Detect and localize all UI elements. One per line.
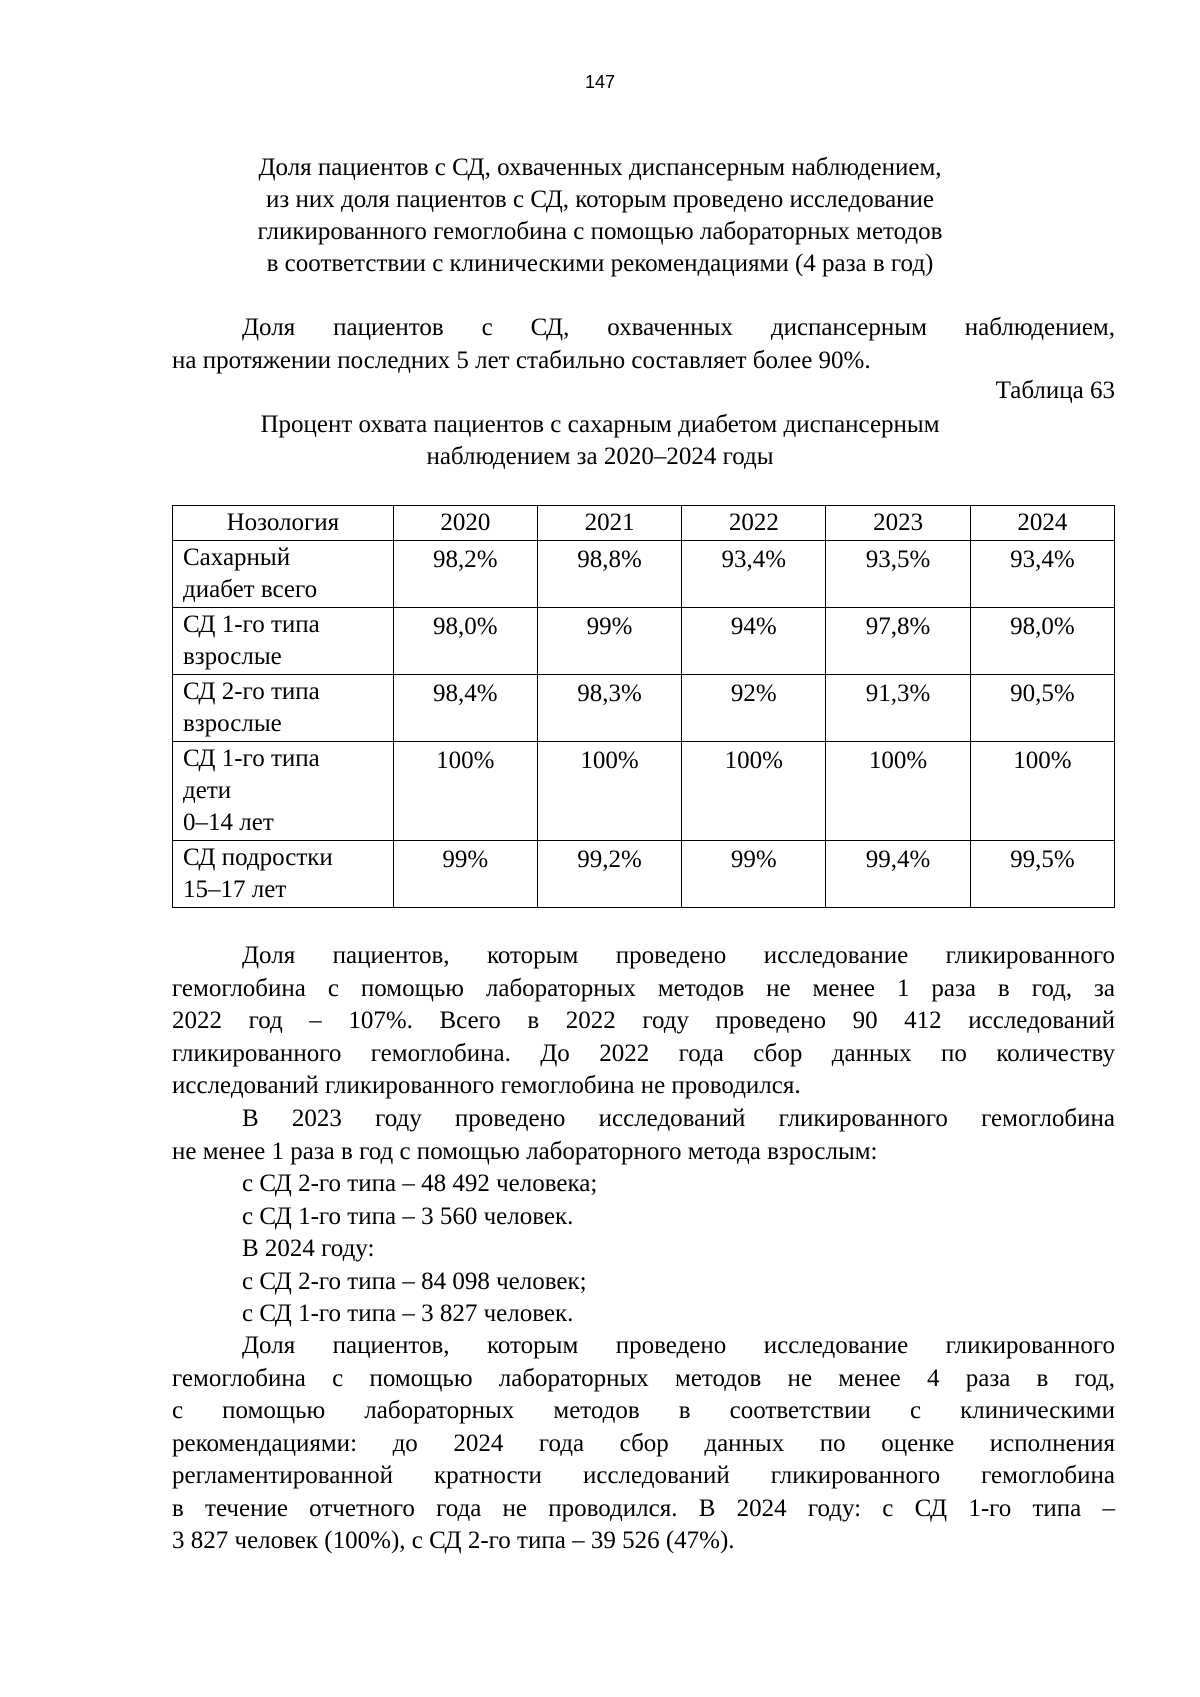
list-item: с СД 2-го типа – 48 492 человека; <box>242 1170 598 1197</box>
paragraph-line: на протяжении последних 5 лет стабильно составляет более 90%. <box>172 346 871 374</box>
value-cell: 94% <box>682 608 826 675</box>
nosology-cell <box>173 841 394 908</box>
table-row <box>173 742 1115 841</box>
nosology-cell <box>173 608 394 675</box>
heading-line: в соответствии с клиническими рекомендациями (4 раза в год) <box>266 250 934 277</box>
value-cell: 98,2% <box>393 541 537 608</box>
value-cell: 98,4% <box>393 675 537 742</box>
table-number: Таблица 63 <box>995 377 1115 404</box>
table-row <box>173 675 1115 742</box>
header-year: 2024 <box>970 506 1114 541</box>
header-year: 2021 <box>537 506 681 541</box>
value-cell: 93,5% <box>826 541 970 608</box>
paragraph-line: гемоглобина с помощью лабораторных методов не менее 1 раза в год, за <box>172 974 1115 1002</box>
value-cell: 98,3% <box>537 675 681 742</box>
intro-paragraph <box>172 312 1115 377</box>
value-cell: 93,4% <box>682 541 826 608</box>
header-nosology: Нозология <box>173 506 394 541</box>
paragraph-line: В 2023 году проведено исследований гликированного гемоглобина <box>242 1105 1115 1132</box>
list-item: В 2024 году: <box>242 1235 375 1262</box>
value-cell: 99% <box>393 841 537 908</box>
nosology-line: взрослые <box>183 643 282 670</box>
nosology-line: СД 1-го типа <box>183 611 320 638</box>
table-caption <box>170 409 1030 473</box>
nosology-line: СД 2-го типа <box>183 678 320 705</box>
caption-line: Процент охвата пациентов с сахарным диабетом диспансерным <box>260 411 940 438</box>
table-row <box>173 608 1115 675</box>
paragraph-line: 2022 год – 107%. Всего в 2022 году проведено 90 412 исследований <box>172 1007 1115 1034</box>
paragraph-line: с помощью лабораторных методов в соответствии с клиническими <box>172 1397 1115 1424</box>
nosology-line: 0–14 лет <box>183 809 274 836</box>
value-cell: 91,3% <box>826 675 970 742</box>
value-cell: 100% <box>537 742 681 841</box>
nosology-line: 15–17 лет <box>183 876 287 903</box>
nosology-line: СД 1-го типа <box>183 745 320 772</box>
paragraph-line: Доля пациентов, которым проведено исследование гликированного <box>242 942 1115 969</box>
coverage-table <box>172 505 1115 908</box>
header-year: 2022 <box>682 506 826 541</box>
counts-list <box>172 1168 597 1331</box>
nosology-line: СД подростки <box>183 844 333 871</box>
nosology-cell <box>173 742 394 841</box>
table-header-row <box>173 506 1115 541</box>
paragraph-line: регламентированной кратности исследований гликированного гемоглобина <box>172 1462 1115 1489</box>
table-row <box>173 541 1115 608</box>
paragraph-line: 3 827 человек (100%), с СД 2-го типа – 39 526 (47%). <box>172 1527 735 1554</box>
heading-line: гликированного гемоглобина с помощью лабораторных методов <box>257 218 943 245</box>
value-cell: 99,5% <box>970 841 1114 908</box>
value-cell: 100% <box>682 742 826 841</box>
value-cell: 99,2% <box>537 841 681 908</box>
value-cell: 100% <box>970 742 1114 841</box>
paragraph-hba1c-2023 <box>172 1103 1115 1168</box>
paragraph-line: не менее 1 раза в год с помощью лабораторного метода взрослым: <box>172 1137 878 1165</box>
nosology-cell <box>173 541 394 608</box>
table-row <box>173 841 1115 908</box>
header-year: 2023 <box>826 506 970 541</box>
nosology-cell <box>173 675 394 742</box>
paragraph-line: в течение отчетного года не проводился. В 2024 году: с СД 1-го типа – <box>172 1494 1115 1522</box>
value-cell: 93,4% <box>970 541 1114 608</box>
caption-line: наблюдением за 2020–2024 годы <box>426 443 774 470</box>
value-cell: 98,8% <box>537 541 681 608</box>
heading-line: Доля пациентов с СД, охваченных диспансерным наблюдением, <box>258 154 942 181</box>
nosology-line: Сахарный <box>183 544 291 571</box>
list-item: с СД 2-го типа – 84 098 человек; <box>242 1267 587 1295</box>
nosology-line: взрослые <box>183 710 282 737</box>
list-item: с СД 1-го типа – 3 827 человек. <box>242 1300 574 1327</box>
paragraph-line: Доля пациентов, которым проведено исследование гликированного <box>242 1332 1115 1359</box>
paragraph-line: гликированного гемоглобина. До 2022 года сбор данных по количеству <box>172 1039 1115 1067</box>
value-cell: 98,0% <box>393 608 537 675</box>
value-cell: 90,5% <box>970 675 1114 742</box>
paragraph-line: рекомендациями: до 2024 года сбор данных по оценке исполнения <box>172 1429 1115 1457</box>
page-number: 147 <box>584 72 616 92</box>
value-cell: 99% <box>537 608 681 675</box>
list-item: с СД 1-го типа – 3 560 человек. <box>242 1202 574 1230</box>
nosology-line: диабет всего <box>183 576 318 603</box>
value-cell: 97,8% <box>826 608 970 675</box>
value-cell: 99% <box>682 841 826 908</box>
value-cell: 99,4% <box>826 841 970 908</box>
paragraph-line: гемоглобина с помощью лабораторных методов не менее 4 раза в год, <box>172 1364 1115 1392</box>
section-heading <box>170 152 1030 280</box>
paragraph-line: Доля пациентов с СД, охваченных диспансерным наблюдением, <box>242 314 1115 341</box>
paragraph-line: исследований гликированного гемоглобина не проводился. <box>172 1072 801 1099</box>
paragraph-hba1c-4-per-year <box>172 1330 1115 1558</box>
paragraph-hba1c-2022 <box>172 940 1115 1103</box>
value-cell: 98,0% <box>970 608 1114 675</box>
value-cell: 92% <box>682 675 826 742</box>
value-cell: 100% <box>826 742 970 841</box>
heading-line: из них доля пациентов с СД, которым проведено исследование <box>265 186 935 213</box>
header-year: 2020 <box>393 506 537 541</box>
nosology-line: дети <box>183 777 232 804</box>
value-cell: 100% <box>393 742 537 841</box>
